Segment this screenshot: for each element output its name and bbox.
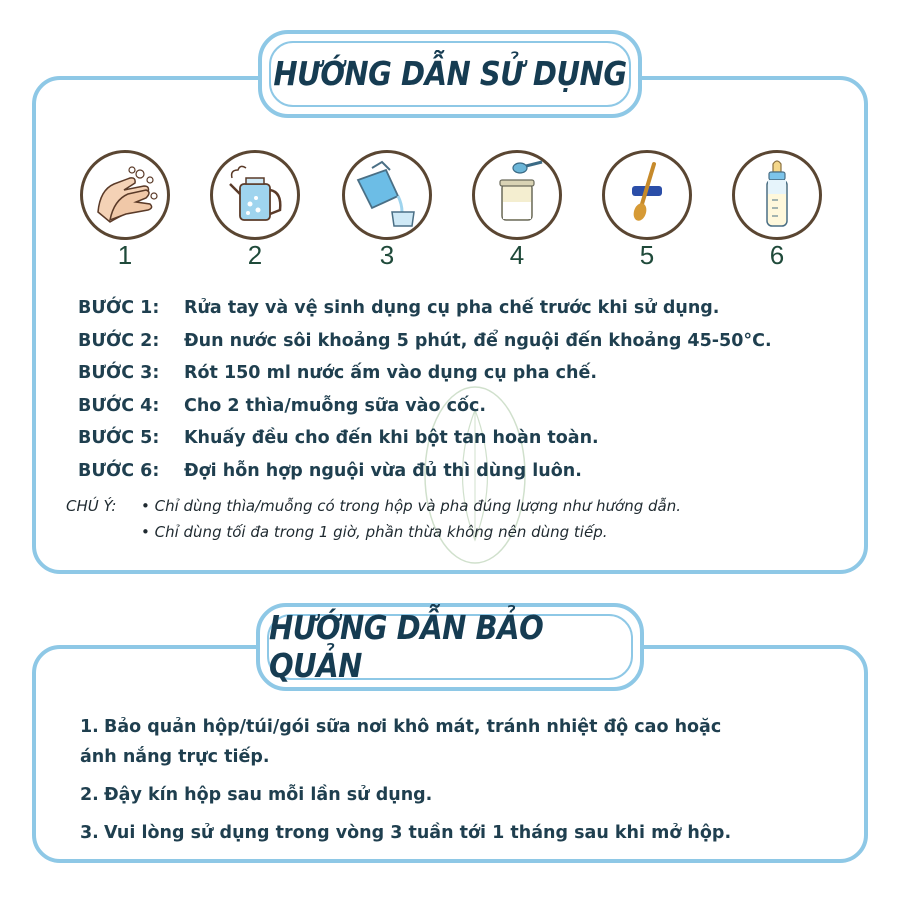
hand-washing-icon	[80, 150, 170, 240]
note-line-1	[66, 493, 681, 519]
step-text: Khuấy đều cho đến khi bột tan hoàn toàn.	[184, 428, 599, 448]
step-label: BƯỚC 6:	[78, 460, 160, 481]
step-number-3: 3	[379, 240, 395, 270]
milk-jar-scoop-icon	[472, 150, 562, 240]
item-number: 1.	[80, 717, 99, 737]
storage-list	[80, 712, 731, 848]
note-label: CHÚ Ý:	[66, 497, 117, 515]
step-text: Rót 150 ml nước ấm vào dụng cụ pha chế.	[184, 363, 598, 383]
item-text: Bảo quản hộp/túi/gói sữa nơi khô mát, tránh nhiệt độ cao hoặc	[104, 717, 722, 737]
step-number-6: 6	[769, 240, 785, 270]
step-line-1	[78, 292, 772, 325]
step-line-4	[78, 390, 772, 423]
step-text: Cho 2 thìa/muỗng sữa vào cốc.	[184, 395, 487, 416]
step-label: BƯỚC 5:	[78, 428, 160, 448]
step-label: BƯỚC 3:	[78, 363, 160, 383]
storage-item-2	[80, 780, 731, 810]
storage-title-tab	[256, 603, 644, 691]
item-text: Đậy kín hộp sau mỗi lần sử dụng.	[104, 785, 433, 805]
pouring-water-icon	[342, 150, 432, 240]
usage-title-tab	[258, 30, 642, 118]
steps-list	[78, 292, 772, 487]
item-number: 2.	[80, 785, 99, 805]
step-line-5	[78, 422, 772, 455]
step-number-2: 2	[247, 240, 263, 270]
step-line-6	[78, 455, 772, 488]
note-text: • Chỉ dùng thìa/muỗng có trong hộp và pha đúng lượng như hướng dẫn.	[141, 497, 681, 515]
notes	[66, 493, 681, 545]
step-number-1: 1	[117, 240, 133, 270]
stirring-spoon-icon	[602, 150, 692, 240]
storage-title: HƯỚNG DẪN BẢO QUẢN	[269, 608, 544, 686]
step-line-2	[78, 325, 772, 358]
note-line-2	[66, 519, 681, 545]
baby-bottle-icon	[732, 150, 822, 240]
usage-title: HƯỚNG DẪN SỬ DỤNG	[273, 54, 627, 94]
item-text: Vui lòng sử dụng trong vòng 3 tuần tới 1 tháng sau khi mở hộp.	[104, 823, 732, 843]
step-number-5: 5	[639, 240, 655, 270]
step-label: BƯỚC 4:	[78, 395, 160, 416]
step-label: BƯỚC 1:	[78, 298, 160, 318]
step-text: Đợi hỗn hợp nguội vừa đủ thì dùng luôn.	[184, 460, 582, 481]
step-text: Rửa tay và vệ sinh dụng cụ pha chế trước khi sử dụng.	[184, 298, 720, 318]
storage-item-1	[80, 712, 731, 742]
storage-item-3	[80, 818, 731, 848]
item-number: 3.	[80, 823, 99, 843]
note-text: • Chỉ dùng tối đa trong 1 giờ, phần thừa không nên dùng tiếp.	[141, 523, 608, 541]
step-line-3	[78, 357, 772, 390]
kettle-icon	[210, 150, 300, 240]
step-text: Đun nước sôi khoảng 5 phút, để nguội đến khoảng 45-50°C.	[184, 330, 772, 351]
step-number-4: 4	[509, 240, 525, 270]
step-label: BƯỚC 2:	[78, 330, 160, 351]
storage-item-1-cont: ánh nắng trực tiếp.	[80, 747, 270, 767]
